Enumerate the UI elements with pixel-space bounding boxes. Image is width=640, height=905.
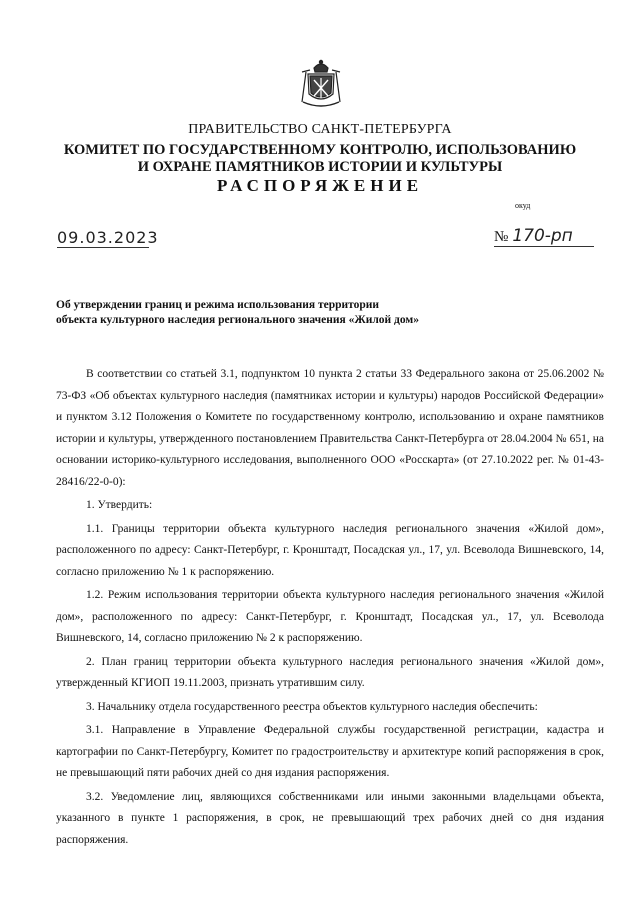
okud-label: окуд	[515, 201, 531, 210]
document-type: РАСПОРЯЖЕНИЕ	[216, 176, 424, 195]
coat-of-arms-emblem	[300, 58, 342, 110]
committee-name-line2: И ОХРАНЕ ПАМЯТНИКОВ ИСТОРИИ И КУЛЬТУРЫ	[137, 159, 503, 175]
document-number: 170-рп	[512, 226, 573, 246]
government-name: ПРАВИТЕЛЬСТВО САНКТ-ПЕТЕРБУРГА	[188, 122, 452, 137]
committee-name-line1: КОМИТЕТ ПО ГОСУДАРСТВЕННОМУ КОНТРОЛЮ, ИСПОЛЬЗОВАНИЮ	[63, 142, 577, 158]
clause-2: 2. План границ территории объекта культурного наследия регионального значения «Жилой дом», утвержденный КГИОП 19.11.2003, признать утратившим силу.	[56, 655, 604, 689]
clause-3-1: 3.1. Направление в Управление Федеральной службы государственной регистрации, кадастра и картографии по Санкт-Петербургу, Комитет по градостроительству и архитектуре копий распоряжения в срок, не превышающий пяти рабочих дней со дня издания распоряжения.	[56, 724, 604, 779]
clause-1-2: 1.2. Режим использования территории объекта культурного наследия регионального значения «Жилой дом», расположенного по адресу: Санкт-Петербург, г. Кронштадт, Посадская ул., 17, ул. Всеволода Вишневского, 14, согласно приложению № 2 к распоряжению.	[56, 589, 604, 644]
subject-line1: Об утверждении границ и режима использования территории	[56, 299, 380, 311]
committee-name	[0, 142, 640, 176]
preamble-paragraph: В соответствии со статьей 3.1, подпунктом 10 пункта 2 статьи 33 Федерального закона от 25.06.2002 № 73-ФЗ «Об объектах культурного наследия (памятниках истории и культуры) народов Российской Федерации» и пунктом 3.12 Положения о Комитете по государственному контролю, использованию и охране памятников истории и культуры, утвержденного постановлением Правительства Санкт-Петербурга от 28.04.2004 № 651, на основании историко-культурного исследования, выполненного ООО «Росскарта» (от 27.10.2022 рег. № 01-43-28416/22-0-0):	[56, 368, 604, 488]
document-date: 09.03.2023	[57, 228, 159, 247]
number-sign: №	[494, 229, 509, 245]
clause-3: 3. Начальнику отдела государственного реестра объектов культурного наследия обеспечить:	[86, 700, 538, 713]
document-body	[56, 364, 604, 851]
subject-line2: объекта культурного наследия регионального значения «Жилой дом»	[56, 314, 419, 326]
document-number-block	[494, 226, 594, 247]
clause-1-1: 1.1. Границы территории объекта культурного наследия регионального значения «Жилой дом», расположенного по адресу: Санкт-Петербург, г. Кронштадт, Посадская ул., 17, ул. Всеволода Вишневского, 14, согласно приложению № 1 к распоряжению.	[56, 522, 604, 578]
clause-3-2: 3.2. Уведомление лиц, являющихся собственниками или иными законными владельцами объекта, указанного в пункте 1 распоряжения, в срок, не превышающий трех рабочих дней со дня издания распоряжения.	[56, 790, 604, 846]
document-subject	[56, 298, 496, 328]
clause-1: 1. Утвердить:	[86, 499, 153, 511]
